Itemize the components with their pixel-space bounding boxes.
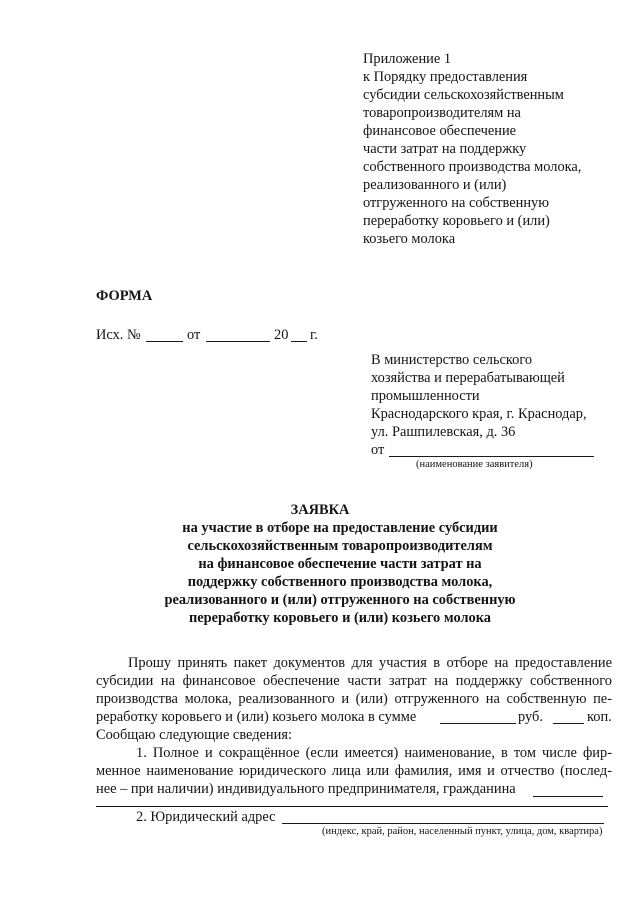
outgoing-date-blank[interactable] [206, 341, 270, 342]
item1-name-blank-full[interactable] [96, 806, 608, 807]
paragraph-line: производства молока, реализованного и (или) отгруженного на собственную пе- [96, 691, 612, 707]
title-line: сельскохозяйственным товаропроизводителям [187, 538, 493, 554]
appendix-line: финансовое обеспечение [363, 123, 517, 139]
legal-address-caption: (индекс, край, район, населенный пункт, улица, дом, квартира) [322, 826, 603, 837]
title-line: переработку коровьего и (или) козьего молока [188, 610, 492, 626]
title-line: реализованного и (или) отгруженного на собственную [164, 592, 516, 608]
addressee-line: В министерство сельского [371, 352, 533, 368]
title-line: поддержку собственного производства молока, [187, 574, 493, 590]
item2-label: 2. Юридический адрес [136, 809, 276, 825]
appendix-line: переработку коровьего и (или) [363, 213, 550, 229]
legal-address-blank[interactable] [282, 823, 604, 824]
amount-rub-blank[interactable] [440, 723, 516, 724]
item1-last-line: нее – при наличии) индивидуального предпринимателя, гражданина [96, 781, 516, 797]
outgoing-year-blank[interactable] [291, 341, 307, 342]
addressee-line: ул. Рашпилевская, д. 36 [371, 424, 516, 440]
appendix-line: собственного производства молока, [363, 159, 582, 175]
title-line: на финансовое обеспечение части затрат на [198, 556, 482, 572]
amount-kop-blank[interactable] [553, 723, 584, 724]
applicant-caption: (наименование заявителя) [416, 459, 533, 470]
form-label: ФОРМА [96, 288, 153, 304]
appendix-line: к Порядку предоставления [363, 69, 528, 85]
addressee-line: промышленности [371, 388, 480, 404]
addressee-from-word: от [371, 442, 385, 458]
info-line: Сообщаю следующие сведения: [96, 727, 292, 743]
appendix-line: реализованного и (или) [363, 177, 507, 193]
appendix-line: отгруженного на собственную [363, 195, 549, 211]
item1-line: менное наименование юридического лица или фамилия, имя и отчество (послед- [96, 763, 612, 779]
outgoing-year-suffix: г. [310, 327, 318, 343]
title-heading: ЗАЯВКА [290, 502, 350, 518]
outgoing-prefix: Исх. № [96, 327, 141, 343]
appendix-line: товаропроизводителям на [363, 105, 521, 121]
outgoing-year-prefix: 20 [274, 327, 289, 343]
addressee-line: хозяйства и перерабатывающей [371, 370, 565, 386]
paragraph-line: субсидии на финансовое обеспечение части затрат на поддержку собственного [96, 673, 612, 689]
paragraph-line: Прошу принять пакет документов для участия в отборе на предоставление [128, 655, 612, 671]
outgoing-number-blank[interactable] [146, 341, 183, 342]
appendix-line: субсидии сельскохозяйственным [363, 87, 564, 103]
appendix-line: Приложение 1 [363, 51, 452, 67]
outgoing-from-word: от [187, 327, 201, 343]
appendix-line: козьего молока [363, 231, 456, 247]
item1-line: 1. Полное и сокращённое (если имеется) наименование, в том числе фир- [136, 745, 612, 761]
applicant-name-blank[interactable] [389, 456, 594, 457]
appendix-line: части затрат на поддержку [363, 141, 527, 157]
title-line: на участие в отборе на предоставление субсидии [182, 520, 498, 536]
amount-rub-label: руб. [518, 709, 543, 725]
item1-name-blank[interactable] [533, 796, 603, 797]
amount-line-text: реработку коровьего и (или) козьего молока в сумме [96, 709, 417, 725]
addressee-line: Краснодарского края, г. Краснодар, [371, 406, 587, 422]
amount-kop-label: коп. [587, 709, 612, 725]
